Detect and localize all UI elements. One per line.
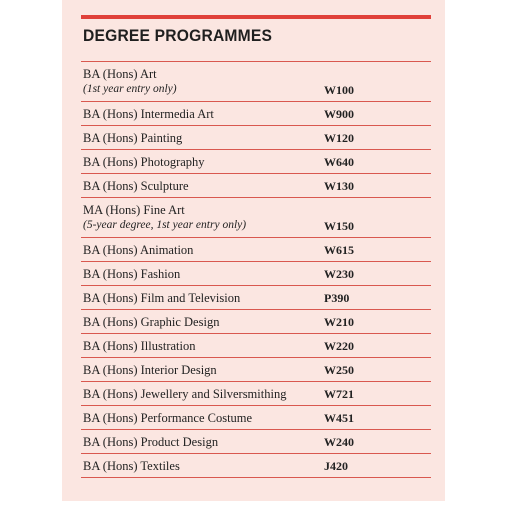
programme-code: W210 <box>324 315 354 329</box>
programme-name: BA (Hons) Textiles <box>83 459 180 473</box>
programme-name: BA (Hons) Intermedia Art <box>83 107 214 121</box>
programme-code: P390 <box>324 291 350 305</box>
programme-note: (5-year degree, 1st year entry only) <box>83 219 247 231</box>
programme-row <box>81 174 431 198</box>
programme-name: BA (Hons) Film and Television <box>83 291 241 305</box>
programme-code: W721 <box>324 387 354 401</box>
programme-row <box>81 102 431 126</box>
programme-row <box>81 382 431 406</box>
programme-name: MA (Hons) Fine Art <box>83 203 185 217</box>
programme-code: W150 <box>324 219 354 233</box>
programme-list <box>81 62 431 478</box>
programme-name: BA (Hons) Interior Design <box>83 363 217 377</box>
programme-code: W640 <box>324 155 354 169</box>
programme-row <box>81 310 431 334</box>
programme-row <box>81 262 431 286</box>
programme-code: W230 <box>324 267 354 281</box>
programme-row <box>81 406 431 430</box>
programme-row <box>81 454 431 478</box>
programme-name: BA (Hons) Product Design <box>83 435 219 449</box>
programme-note: (1st year entry only) <box>83 83 177 95</box>
programme-row <box>81 126 431 150</box>
programme-code: W615 <box>324 243 354 257</box>
programme-code: W451 <box>324 411 354 425</box>
programme-row <box>81 334 431 358</box>
programme-name: BA (Hons) Jewellery and Silversmithing <box>83 387 287 401</box>
programme-name: BA (Hons) Animation <box>83 243 194 257</box>
programme-code: W220 <box>324 339 354 353</box>
programme-row <box>81 286 431 310</box>
programme-code: W900 <box>324 107 354 121</box>
programme-row <box>81 238 431 262</box>
programme-name: BA (Hons) Fashion <box>83 267 181 281</box>
programme-name: BA (Hons) Painting <box>83 131 183 145</box>
programme-row <box>81 198 431 238</box>
programme-code: W250 <box>324 363 354 377</box>
page-title: DEGREE PROGRAMMES <box>83 26 273 45</box>
programme-name: BA (Hons) Art <box>83 67 157 81</box>
accent-bar <box>81 15 431 19</box>
programme-name: BA (Hons) Illustration <box>83 339 196 353</box>
programme-name: BA (Hons) Sculpture <box>83 179 189 193</box>
programme-code: W240 <box>324 435 354 449</box>
programme-code: W130 <box>324 179 354 193</box>
programme-code: J420 <box>324 459 348 473</box>
programme-name: BA (Hons) Graphic Design <box>83 315 220 329</box>
programme-name: BA (Hons) Photography <box>83 155 205 169</box>
programme-row <box>81 430 431 454</box>
programme-row <box>81 62 431 102</box>
programme-code: W100 <box>324 83 354 97</box>
programme-code: W120 <box>324 131 354 145</box>
programme-name: BA (Hons) Performance Costume <box>83 411 253 425</box>
programme-row <box>81 150 431 174</box>
programme-row <box>81 358 431 382</box>
